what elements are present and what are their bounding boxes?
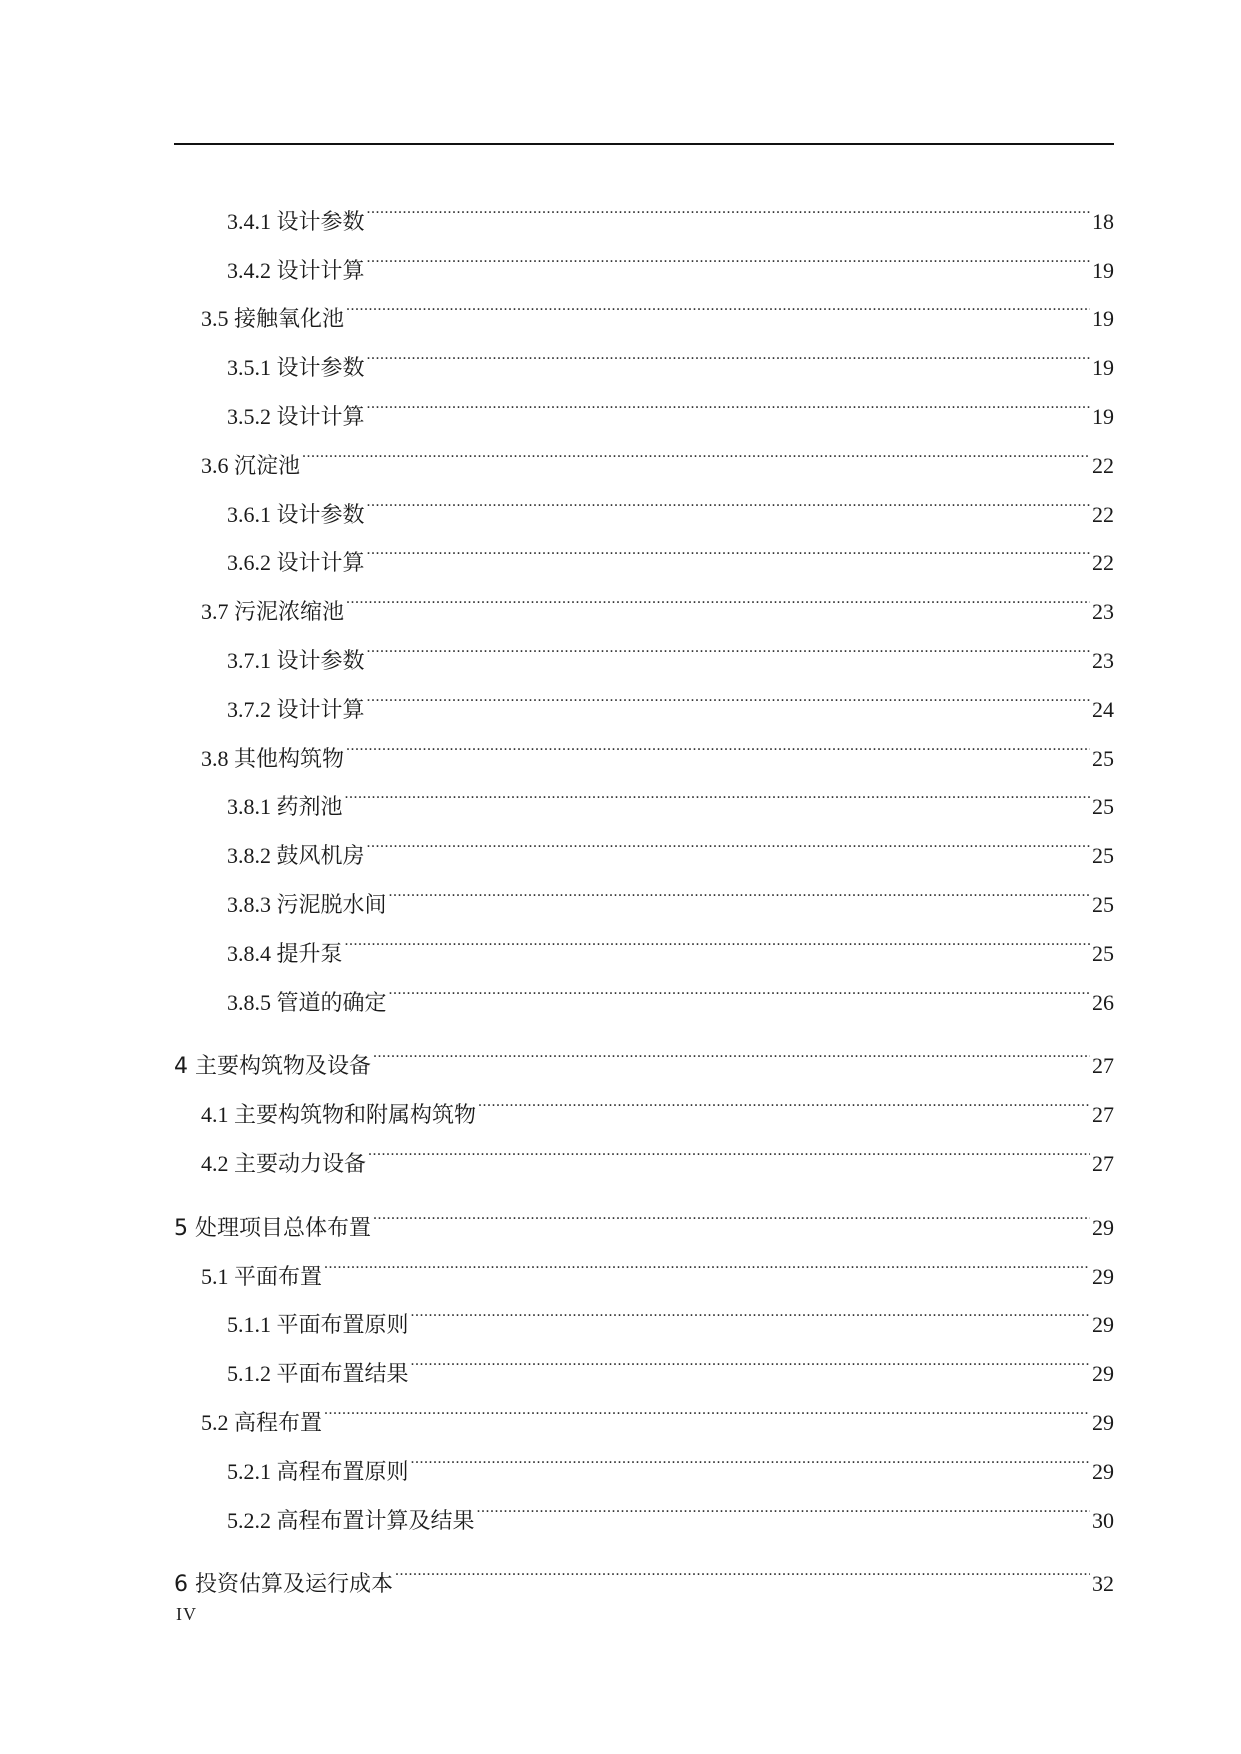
toc-leader-dots <box>302 424 1090 473</box>
toc-entry-title: 3.8.4 提升泵 <box>227 940 343 966</box>
toc-leader-dots <box>346 570 1090 619</box>
toc-entry-title: 3.8 其他构筑物 <box>201 745 345 771</box>
toc-entry-title: 4.2 主要动力设备 <box>201 1150 367 1176</box>
toc-entry-page: 29 <box>1092 1214 1114 1240</box>
toc-leader-dots <box>367 522 1090 571</box>
toc-entry-page: 19 <box>1092 306 1114 332</box>
toc-leader-dots <box>346 278 1090 327</box>
toc-entry-page: 25 <box>1092 794 1114 820</box>
toc-leader-dots <box>367 180 1090 229</box>
toc-leader-dots <box>411 1430 1090 1479</box>
toc-entry-page: 26 <box>1092 989 1114 1015</box>
toc-entry-page: 29 <box>1092 1458 1114 1484</box>
toc-entry-page: 27 <box>1092 1150 1114 1176</box>
toc-entry-title: 3.5 接触氧化池 <box>201 306 345 332</box>
toc-entry-page: 19 <box>1092 403 1114 429</box>
toc-entry-page: 25 <box>1092 891 1114 917</box>
toc-leader-dots <box>367 326 1090 375</box>
toc-entry-title: 5.2.1 高程布置原则 <box>227 1458 409 1484</box>
toc-leader-dots <box>411 1284 1090 1333</box>
toc-entry-title: 5.1.2 平面布置结果 <box>227 1361 409 1387</box>
toc-entry-title: 3.8.3 污泥脱水间 <box>227 891 387 917</box>
toc-entry-title: 3.8.5 管道的确定 <box>227 989 387 1015</box>
toc-entry-title: 3.4.1 设计参数 <box>227 208 365 234</box>
toc-entry[interactable] <box>174 1543 1114 1598</box>
toc-entry-page: 25 <box>1092 745 1114 771</box>
header-rule <box>174 143 1114 145</box>
toc-leader-dots <box>367 473 1090 522</box>
toc-entry-title: 5 处理项目总体布置 <box>174 1215 371 1241</box>
toc-entry-title: 6 投资估算及运行成本 <box>174 1572 393 1598</box>
toc-leader-dots <box>367 619 1090 668</box>
toc-entry-title: 3.5.2 设计计算 <box>227 403 365 429</box>
toc-entry-page: 27 <box>1092 1102 1114 1128</box>
toc-leader-dots <box>345 912 1090 961</box>
toc-entry[interactable] <box>174 424 1114 478</box>
toc-leader-dots <box>324 1381 1090 1430</box>
toc-entry-title: 3.5.1 设计参数 <box>227 355 365 381</box>
toc-leader-dots <box>373 1186 1090 1235</box>
toc-leader-dots <box>389 961 1090 1010</box>
toc-entry-title: 5.2 高程布置 <box>201 1409 323 1435</box>
toc-entry-page: 29 <box>1092 1312 1114 1338</box>
toc-entry[interactable] <box>174 1025 1114 1080</box>
toc-entry-title: 3.7 污泥浓缩池 <box>201 599 345 625</box>
toc-leader-dots <box>367 814 1090 863</box>
toc-leader-dots <box>367 668 1090 717</box>
toc-entry[interactable] <box>174 1186 1114 1241</box>
toc-entry-title: 4.1 主要构筑物和附属构筑物 <box>201 1102 477 1128</box>
toc-leader-dots <box>373 1025 1090 1074</box>
toc-entry[interactable] <box>174 180 1114 234</box>
toc-leader-dots <box>367 229 1090 278</box>
toc-leader-dots <box>367 375 1090 424</box>
toc-entry-page: 22 <box>1092 550 1114 576</box>
toc-entry-title: 3.6.1 设计参数 <box>227 501 365 527</box>
toc-entry-title: 3.6 沉淀池 <box>201 452 301 478</box>
toc-entry-title: 3.6.2 设计计算 <box>227 550 365 576</box>
toc-entry-page: 25 <box>1092 940 1114 966</box>
toc-leader-dots <box>478 1073 1090 1122</box>
toc-entry-title: 5.1.1 平面布置原则 <box>227 1312 409 1338</box>
toc-entry-title: 3.7.2 设计计算 <box>227 696 365 722</box>
toc-leader-dots <box>346 717 1090 766</box>
toc-entry-title: 3.8.2 鼓风机房 <box>227 843 365 869</box>
toc-entry-page: 22 <box>1092 452 1114 478</box>
toc-entry-page: 27 <box>1092 1053 1114 1079</box>
toc-entry-title: 5.2.2 高程布置计算及结果 <box>227 1507 475 1533</box>
toc-entry-page: 32 <box>1092 1571 1114 1597</box>
toc-entry-title: 3.4.2 设计计算 <box>227 257 365 283</box>
toc-entry-title: 3.8.1 药剂池 <box>227 794 343 820</box>
toc-entry-title: 4 主要构筑物及设备 <box>174 1054 371 1080</box>
table-of-contents <box>174 180 1114 1598</box>
toc-entry-page: 29 <box>1092 1361 1114 1387</box>
toc-leader-dots <box>395 1543 1090 1592</box>
toc-entry-page: 29 <box>1092 1409 1114 1435</box>
toc-entry-page: 22 <box>1092 501 1114 527</box>
toc-leader-dots <box>368 1122 1090 1171</box>
toc-entry-page: 23 <box>1092 599 1114 625</box>
toc-leader-dots <box>411 1332 1090 1381</box>
toc-entry-page: 18 <box>1092 208 1114 234</box>
toc-leader-dots <box>389 863 1090 912</box>
toc-entry-title: 3.7.1 设计参数 <box>227 647 365 673</box>
toc-entry-title: 5.1 平面布置 <box>201 1263 323 1289</box>
toc-entry-page: 25 <box>1092 843 1114 869</box>
toc-entry-page: 30 <box>1092 1507 1114 1533</box>
page-number: IV <box>176 1604 197 1624</box>
toc-leader-dots <box>324 1235 1090 1284</box>
toc-entry-page: 19 <box>1092 257 1114 283</box>
toc-entry-page: 19 <box>1092 355 1114 381</box>
toc-leader-dots <box>477 1479 1090 1528</box>
toc-entry-page: 24 <box>1092 696 1114 722</box>
toc-leader-dots <box>345 766 1090 815</box>
toc-entry[interactable] <box>174 473 1114 527</box>
toc-entry-page: 29 <box>1092 1263 1114 1289</box>
toc-entry-page: 23 <box>1092 647 1114 673</box>
